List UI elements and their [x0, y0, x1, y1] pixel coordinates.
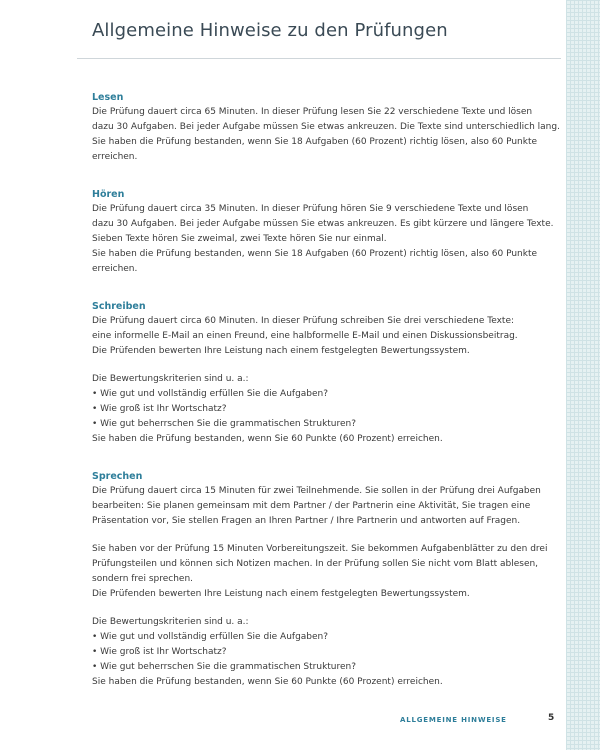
text-line: bearbeiten: Sie planen gemeinsam mit dem Partner / der Partnerin eine Aktivität, Sie tragen eine [92, 501, 531, 511]
text-line: Die Prüfenden bewerten Ihre Leistung nach einem festgelegten Bewertungssystem. [92, 589, 470, 599]
side-pattern-strip [566, 0, 600, 750]
section-hoeren [92, 187, 554, 277]
text-line: dazu 30 Aufgaben. Bei jeder Aufgabe müssen Sie etwas ankreuzen. Es gibt kürzere und längere Texte. [92, 219, 554, 229]
text-line: dazu 30 Aufgaben. Bei jeder Aufgabe müssen Sie etwas ankreuzen. Die Texte sind unterschiedlich lang. [92, 122, 560, 132]
text-line: Präsentation vor, Sie stellen Fragen an Ihren Partner / Ihre Partnerin und antworten auf Fragen. [92, 516, 521, 526]
text-line: Prüfungsteilen und können sich Notizen machen. In der Prüfung sollen Sie nicht vom Blatt ablesen, [92, 559, 539, 569]
text-line: Die Prüfung dauert circa 65 Minuten. In dieser Prüfung lesen Sie 22 verschiedene Texte und lösen [92, 107, 533, 117]
text-line: Die Bewertungskriterien sind u. a.: [92, 617, 249, 627]
text-line: Sie haben die Prüfung bestanden, wenn Sie 18 Aufgaben (60 Prozent) richtig lösen, also 60 Punkte [92, 137, 538, 147]
section-schreiben [92, 299, 554, 447]
section-heading: Sprechen [92, 471, 143, 482]
page-number: 5 [548, 713, 555, 723]
bullet-item: • Wie groß ist Ihr Wortschatz? [92, 647, 227, 657]
text-line: Die Prüfung dauert circa 60 Minuten. In dieser Prüfung schreiben Sie drei verschiedene Texte: [92, 316, 515, 326]
paragraph-gap [92, 529, 554, 542]
title-divider [77, 58, 561, 59]
paragraph-gap [92, 602, 554, 615]
bullet-item: • Wie gut und vollständig erfüllen Sie die Aufgaben? [92, 632, 329, 642]
text-line: Sieben Texte hören Sie zweimal, zwei Texte hören Sie nur einmal. [92, 234, 387, 244]
page-title: Allgemeine Hinweise zu den Prüfungen [92, 20, 448, 41]
text-line: erreichen. [92, 152, 138, 162]
section-lesen [92, 90, 560, 165]
text-line: Die Prüfenden bewerten Ihre Leistung nach einem festgelegten Bewertungssystem. [92, 346, 470, 356]
bullet-item: • Wie gut und vollständig erfüllen Sie die Aufgaben? [92, 389, 329, 399]
text-line: Die Prüfung dauert circa 35 Minuten. In dieser Prüfung hören Sie 9 verschiedene Texte und lösen [92, 204, 529, 214]
text-line: Die Prüfung dauert circa 15 Minuten für zwei Teilnehmende. Sie sollen in der Prüfung drei Aufgaben [92, 486, 541, 496]
paragraph-gap [92, 359, 554, 372]
text-line: Sie haben vor der Prüfung 15 Minuten Vorbereitungszeit. Sie bekommen Aufgabenblätter zu den drei [92, 544, 548, 554]
text-line: sondern frei sprechen. [92, 574, 194, 584]
footer-section-label: ALLGEMEINE HINWEISE [400, 716, 507, 724]
section-heading: Schreiben [92, 301, 146, 312]
text-line: Die Bewertungskriterien sind u. a.: [92, 374, 249, 384]
text-line: Sie haben die Prüfung bestanden, wenn Sie 60 Punkte (60 Prozent) erreichen. [92, 434, 443, 444]
page-content [92, 90, 560, 712]
text-line: erreichen. [92, 264, 138, 274]
bullet-item: • Wie gut beherrschen Sie die grammatischen Strukturen? [92, 419, 357, 429]
text-line: Sie haben die Prüfung bestanden, wenn Sie 60 Punkte (60 Prozent) erreichen. [92, 677, 443, 687]
section-sprechen [92, 469, 554, 690]
section-heading: Hören [92, 189, 125, 200]
section-heading: Lesen [92, 92, 124, 103]
bullet-item: • Wie gut beherrschen Sie die grammatischen Strukturen? [92, 662, 357, 672]
text-line: Sie haben die Prüfung bestanden, wenn Sie 18 Aufgaben (60 Prozent) richtig lösen, also 60 Punkte [92, 249, 538, 259]
text-line: eine informelle E-Mail an einen Freund, eine halbformelle E-Mail und einen Diskussionsbeitrag. [92, 331, 518, 341]
bullet-item: • Wie groß ist Ihr Wortschatz? [92, 404, 227, 414]
